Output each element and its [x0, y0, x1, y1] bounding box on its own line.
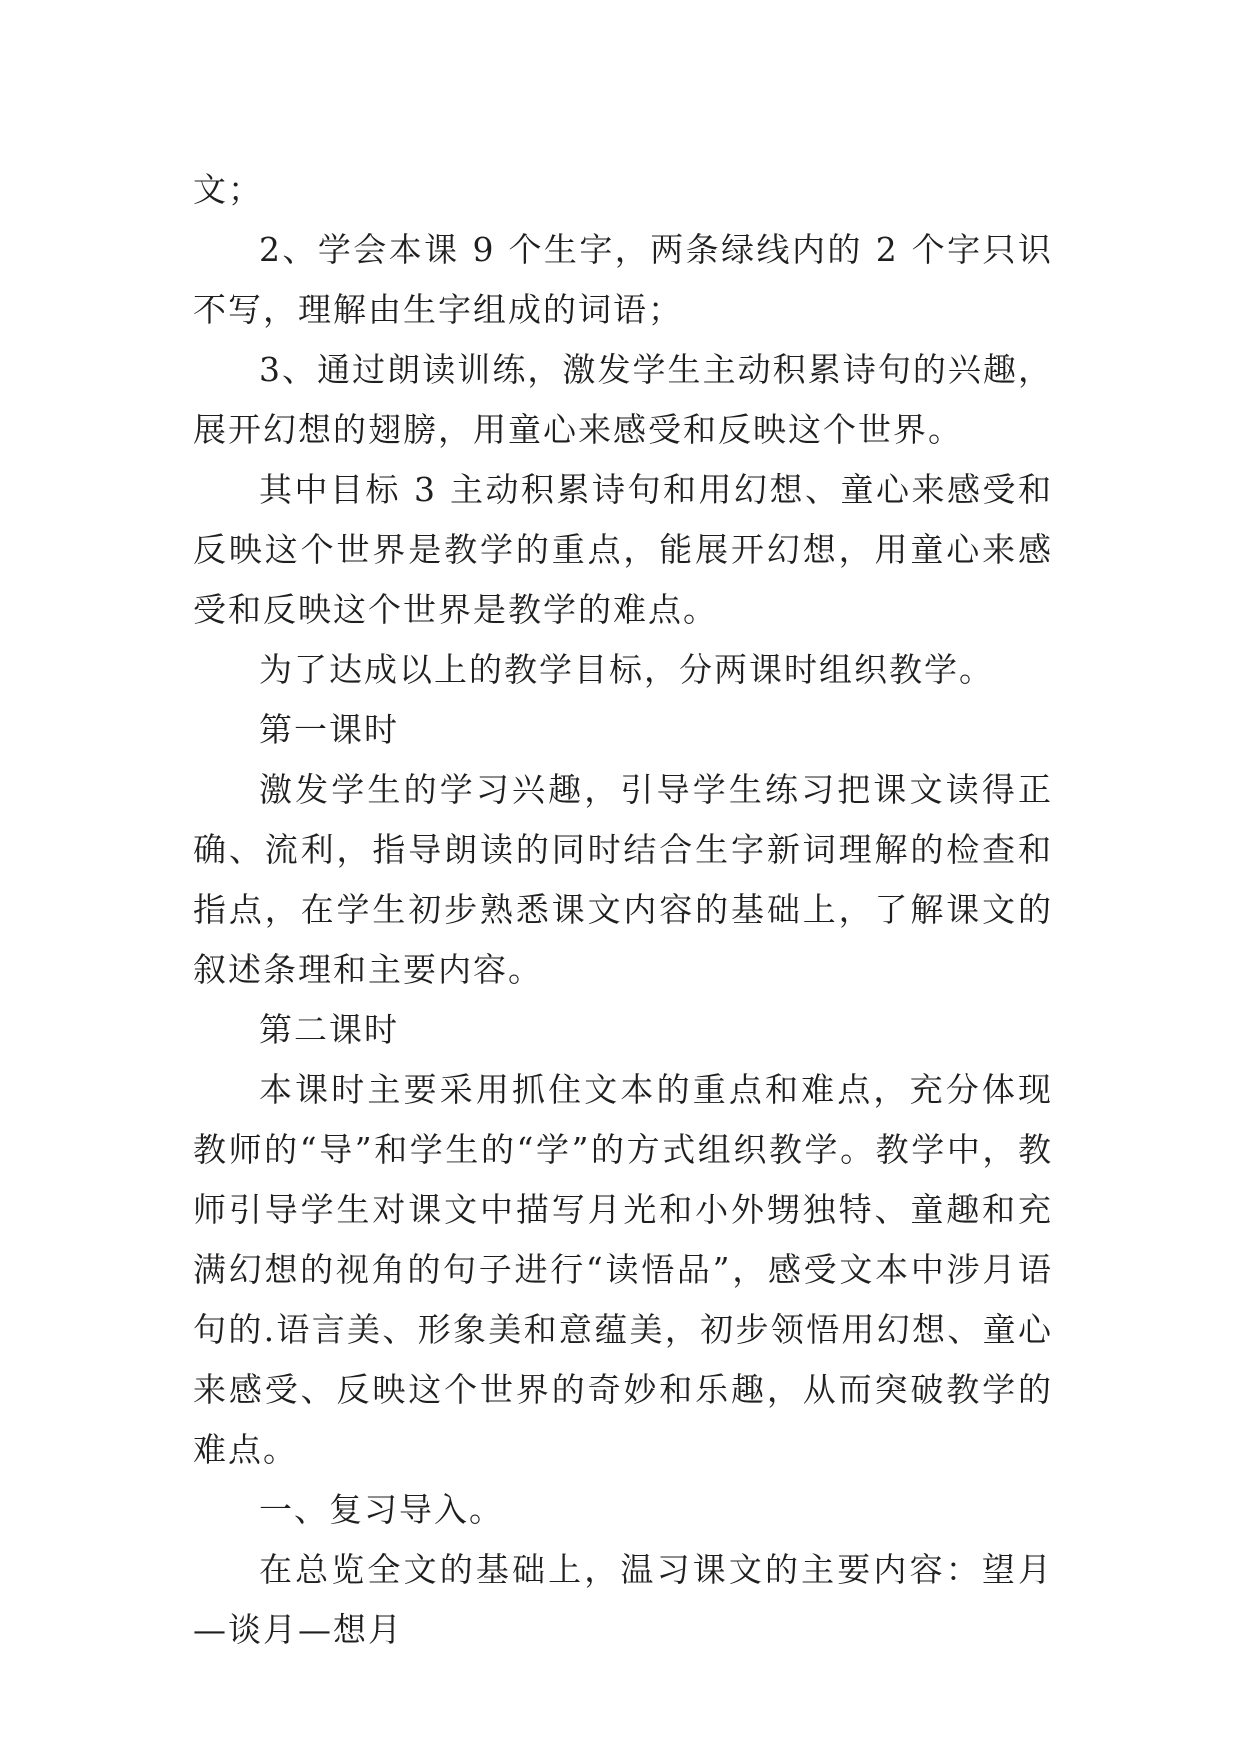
paragraph-review: 在总览全文的基础上，温习课文的主要内容：望月—谈月—想月: [193, 1550, 1053, 1649]
paragraph-objective-2: 2、学会本课 9 个生字，两条绿线内的 2 个字只识不写，理解由生字组成的词语；: [193, 230, 1053, 329]
paragraph-plan: 为了达成以上的教学目标，分两课时组织教学。: [259, 650, 994, 689]
heading-first-lesson: 第一课时: [259, 710, 399, 749]
heading-second-lesson: 第二课时: [259, 1010, 399, 1049]
paragraph-key-points: 其中目标 3 主动积累诗句和用幻想、童心来感受和反映这个世界是教学的重点，能展开幻想，用童心来感受和反映这个世界是教学的难点。: [193, 470, 1053, 629]
heading-review: 一、复习导入。: [259, 1490, 504, 1529]
document-body: [193, 160, 1053, 1660]
paragraph-second-lesson: 本课时主要采用抓住文本的重点和难点，充分体现教师的“导”和学生的“学”的方式组织教学。教学中，教师引导学生对课文中描写月光和小外甥独特、童趣和充满幻想的视角的句子进行“读悟品”，感受文本中涉月语句的.语言美、形象美和意蕴美，初步领悟用幻想、童心来感受、反映这个世界的奇妙和乐趣，从而突破教学的难点。: [193, 1070, 1053, 1469]
paragraph-first-lesson: 激发学生的学习兴趣，引导学生练习把课文读得正确、流利，指导朗读的同时结合生字新词理解的检查和指点，在学生初步熟悉课文内容的基础上，了解课文的叙述条理和主要内容。: [193, 770, 1053, 989]
paragraph-continuation: 文；: [193, 170, 263, 209]
paragraph-objective-3: 3、通过朗读训练，激发学生主动积累诗句的兴趣，展开幻想的翅膀，用童心来感受和反映这个世界。: [193, 350, 1053, 449]
